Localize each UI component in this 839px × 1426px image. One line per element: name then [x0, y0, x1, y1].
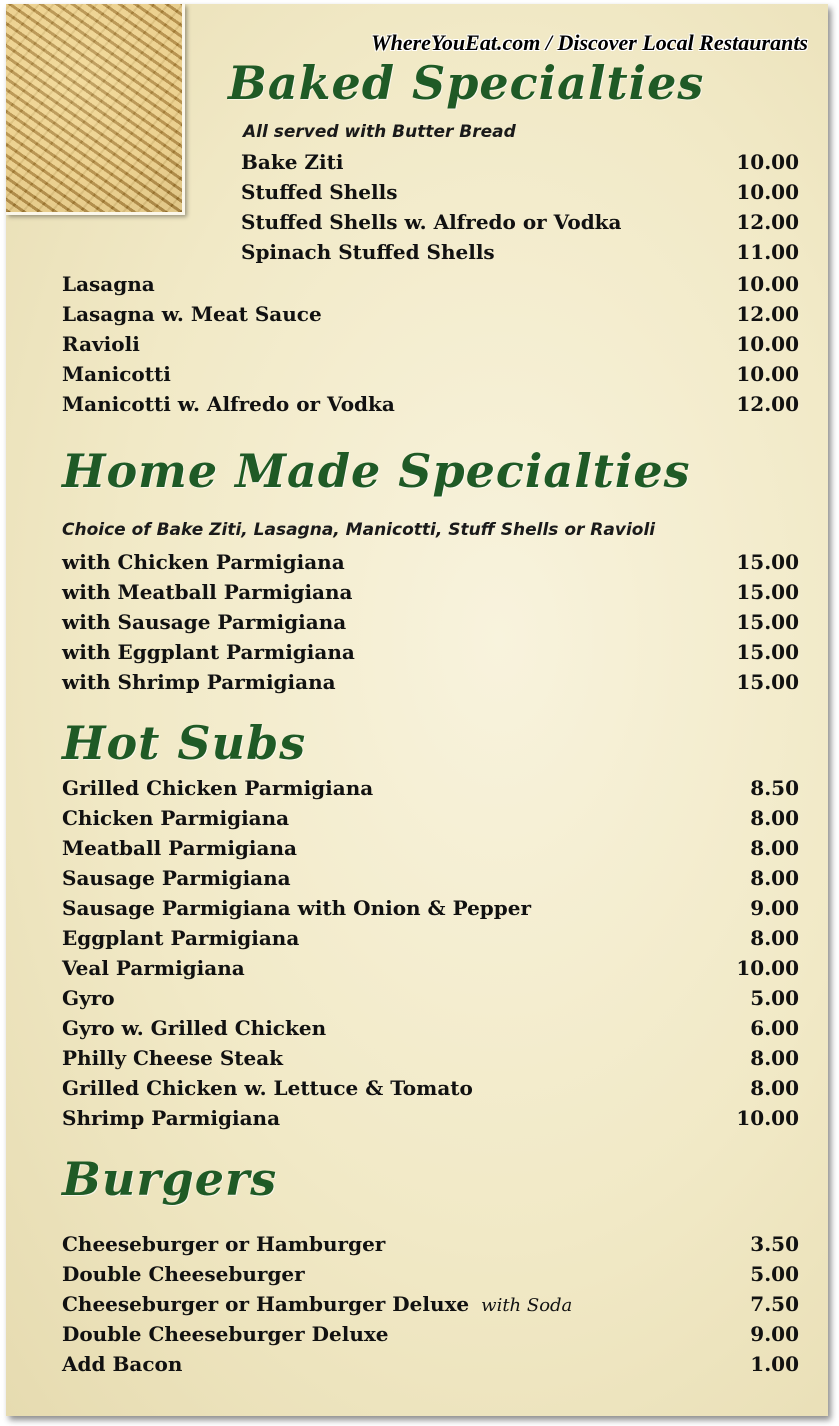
menu-item-row — [62, 1262, 799, 1292]
menu-item-row — [241, 180, 799, 210]
section-note-baked: All served with Butter Bread — [243, 122, 516, 142]
menu-item-name-text: Lasagna — [62, 272, 155, 296]
menu-item-price: 10.00 — [736, 362, 799, 386]
menu-item-name — [62, 302, 322, 326]
menu-item-name — [62, 776, 373, 800]
menu-item-name-text: Chicken Parmigiana — [62, 806, 290, 830]
menu-item-row — [62, 956, 799, 986]
menu-item-name — [62, 956, 245, 980]
menu-item-name — [62, 1076, 473, 1100]
menu-item-row — [62, 836, 799, 866]
menu-item-name — [62, 836, 297, 860]
menu-item-row — [62, 362, 799, 392]
menu-item-name — [62, 896, 531, 920]
menu-item-price: 15.00 — [736, 580, 799, 604]
menu-item-row — [62, 302, 799, 332]
menu-item-name-text: Stuffed Shells — [241, 180, 398, 204]
menu-item-price: 10.00 — [736, 332, 799, 356]
menu-item-name-text: Lasagna w. Meat Sauce — [62, 302, 322, 326]
menu-item-row — [62, 392, 799, 422]
menu-item-name — [241, 240, 495, 264]
menu-item-name-text: with Meatball Parmigiana — [62, 580, 353, 604]
menu-item-price: 9.00 — [750, 896, 799, 920]
menu-item-name — [62, 670, 336, 694]
menu-item-price: 15.00 — [736, 640, 799, 664]
menu-item-name — [62, 550, 345, 574]
section-title-baked: Baked Specialties — [228, 56, 705, 110]
menu-item-name-text: Add Bacon — [62, 1352, 183, 1376]
menu-item-name-text: Manicotti — [62, 362, 171, 386]
menu-item-name — [62, 1106, 280, 1130]
menu-item-price: 11.00 — [736, 240, 799, 264]
menu-item-name — [62, 332, 140, 356]
menu-item-row — [62, 776, 799, 806]
pasta-photo — [6, 4, 185, 215]
menu-item-row — [62, 986, 799, 1016]
menu-item-name — [62, 1322, 389, 1346]
menu-item-price: 10.00 — [736, 272, 799, 296]
menu-item-name-text: with Chicken Parmigiana — [62, 550, 345, 574]
menu-item-row — [62, 926, 799, 956]
menu-item-price: 8.00 — [750, 926, 799, 950]
menu-item-name — [62, 1016, 326, 1040]
section-title-burgers: Burgers — [62, 1152, 278, 1206]
menu-item-price: 12.00 — [736, 210, 799, 234]
menu-item-name — [62, 610, 346, 634]
menu-item-row — [62, 1016, 799, 1046]
menu-item-price: 5.00 — [750, 986, 799, 1010]
menu-item-name — [62, 1046, 283, 1070]
menu-item-name-text: Stuffed Shells w. Alfredo or Vodka — [241, 210, 622, 234]
menu-item-row — [62, 610, 799, 640]
menu-item-row — [62, 1352, 799, 1382]
menu-item-name-text: Sausage Parmigiana with Onion & Pepper — [62, 896, 532, 920]
menu-item-name — [62, 1352, 182, 1376]
menu-item-row — [62, 332, 799, 362]
menu-item-row — [62, 806, 799, 836]
menu-item-name-text: Grilled Chicken Parmigiana — [62, 776, 374, 800]
menu-item-name-text: Spinach Stuffed Shells — [241, 240, 495, 264]
menu-item-price: 1.00 — [750, 1352, 799, 1376]
menu-item-price: 8.00 — [750, 806, 799, 830]
menu-page — [6, 4, 828, 1416]
menu-item-name — [62, 580, 353, 604]
menu-item-price: 6.00 — [750, 1016, 799, 1040]
menu-item-price: 12.00 — [736, 392, 799, 416]
menu-item-row — [62, 670, 799, 700]
menu-item-row — [62, 1046, 799, 1076]
section-title-hotsubs: Hot Subs — [62, 716, 307, 770]
menu-item-note: with Soda — [481, 1295, 573, 1316]
menu-item-row — [241, 150, 799, 180]
menu-item-price: 3.50 — [750, 1232, 799, 1256]
menu-item-row — [62, 896, 799, 926]
menu-item-name — [62, 272, 155, 296]
menu-item-row — [62, 550, 799, 580]
menu-item-name-text: Grilled Chicken w. Lettuce & Tomato — [62, 1076, 473, 1100]
menu-item-name-text: Shrimp Parmigiana — [62, 1106, 281, 1130]
menu-item-name-text: Bake Ziti — [241, 150, 344, 174]
menu-item-name-text: with Sausage Parmigiana — [62, 610, 347, 634]
menu-item-name-text: Manicotti w. Alfredo or Vodka — [62, 392, 395, 416]
menu-item-name — [62, 1292, 572, 1316]
menu-item-row — [241, 210, 799, 240]
menu-item-name — [62, 1262, 305, 1286]
menu-item-price: 8.00 — [750, 1046, 799, 1070]
menu-item-row — [62, 866, 799, 896]
menu-item-name-text: with Eggplant Parmigiana — [62, 640, 355, 664]
section-note-homemade: Choice of Bake Ziti, Lasagna, Manicotti, Stuff Shells or Ravioli — [62, 520, 656, 540]
menu-item-price: 8.50 — [750, 776, 799, 800]
menu-item-name-text: Cheeseburger or Hamburger Deluxe — [62, 1292, 470, 1316]
menu-item-row — [62, 272, 799, 302]
menu-item-name — [62, 926, 299, 950]
menu-item-price: 15.00 — [736, 550, 799, 574]
menu-item-price: 10.00 — [736, 956, 799, 980]
menu-item-price: 15.00 — [736, 610, 799, 634]
section-title-homemade: Home Made Specialties — [62, 444, 691, 498]
menu-item-name-text: Gyro — [62, 986, 115, 1010]
watermark-text: WhereYouEat.com / Discover Local Restaurants — [371, 30, 808, 55]
menu-item-price: 10.00 — [736, 180, 799, 204]
menu-item-name — [62, 986, 115, 1010]
menu-item-name — [62, 1232, 385, 1256]
menu-item-name-text: Veal Parmigiana — [62, 956, 245, 980]
menu-item-name — [62, 866, 291, 890]
menu-item-name-text: Sausage Parmigiana — [62, 866, 291, 890]
menu-item-price: 5.00 — [750, 1262, 799, 1286]
menu-item-price: 8.00 — [750, 1076, 799, 1100]
menu-item-row — [241, 240, 799, 270]
menu-item-name-text: with Shrimp Parmigiana — [62, 670, 336, 694]
menu-item-name-text: Ravioli — [62, 332, 140, 356]
menu-item-row — [62, 580, 799, 610]
menu-item-name-text: Eggplant Parmigiana — [62, 926, 300, 950]
menu-item-name — [62, 806, 289, 830]
menu-item-name-text: Meatball Parmigiana — [62, 836, 297, 860]
menu-item-row — [62, 1106, 799, 1136]
menu-item-name — [62, 362, 171, 386]
menu-item-row — [62, 1076, 799, 1106]
menu-item-name — [241, 180, 397, 204]
menu-item-row — [62, 1232, 799, 1262]
menu-item-row — [62, 640, 799, 670]
menu-item-price: 10.00 — [736, 1106, 799, 1130]
menu-item-price: 8.00 — [750, 866, 799, 890]
menu-item-price: 10.00 — [736, 150, 799, 174]
menu-item-name-text: Double Cheeseburger Deluxe — [62, 1322, 389, 1346]
menu-item-name-text: Philly Cheese Steak — [62, 1046, 284, 1070]
menu-item-price: 7.50 — [750, 1292, 799, 1316]
menu-item-price: 12.00 — [736, 302, 799, 326]
menu-item-name — [241, 210, 622, 234]
menu-item-name-text: Gyro w. Grilled Chicken — [62, 1016, 327, 1040]
menu-item-name — [62, 392, 395, 416]
menu-item-name — [62, 640, 355, 664]
menu-item-row — [62, 1292, 799, 1322]
menu-item-price: 15.00 — [736, 670, 799, 694]
menu-item-row — [62, 1322, 799, 1352]
menu-item-price: 8.00 — [750, 836, 799, 860]
menu-item-name — [241, 150, 343, 174]
menu-item-name-text: Cheeseburger or Hamburger — [62, 1232, 386, 1256]
menu-item-name-text: Double Cheeseburger — [62, 1262, 305, 1286]
menu-item-price: 9.00 — [750, 1322, 799, 1346]
